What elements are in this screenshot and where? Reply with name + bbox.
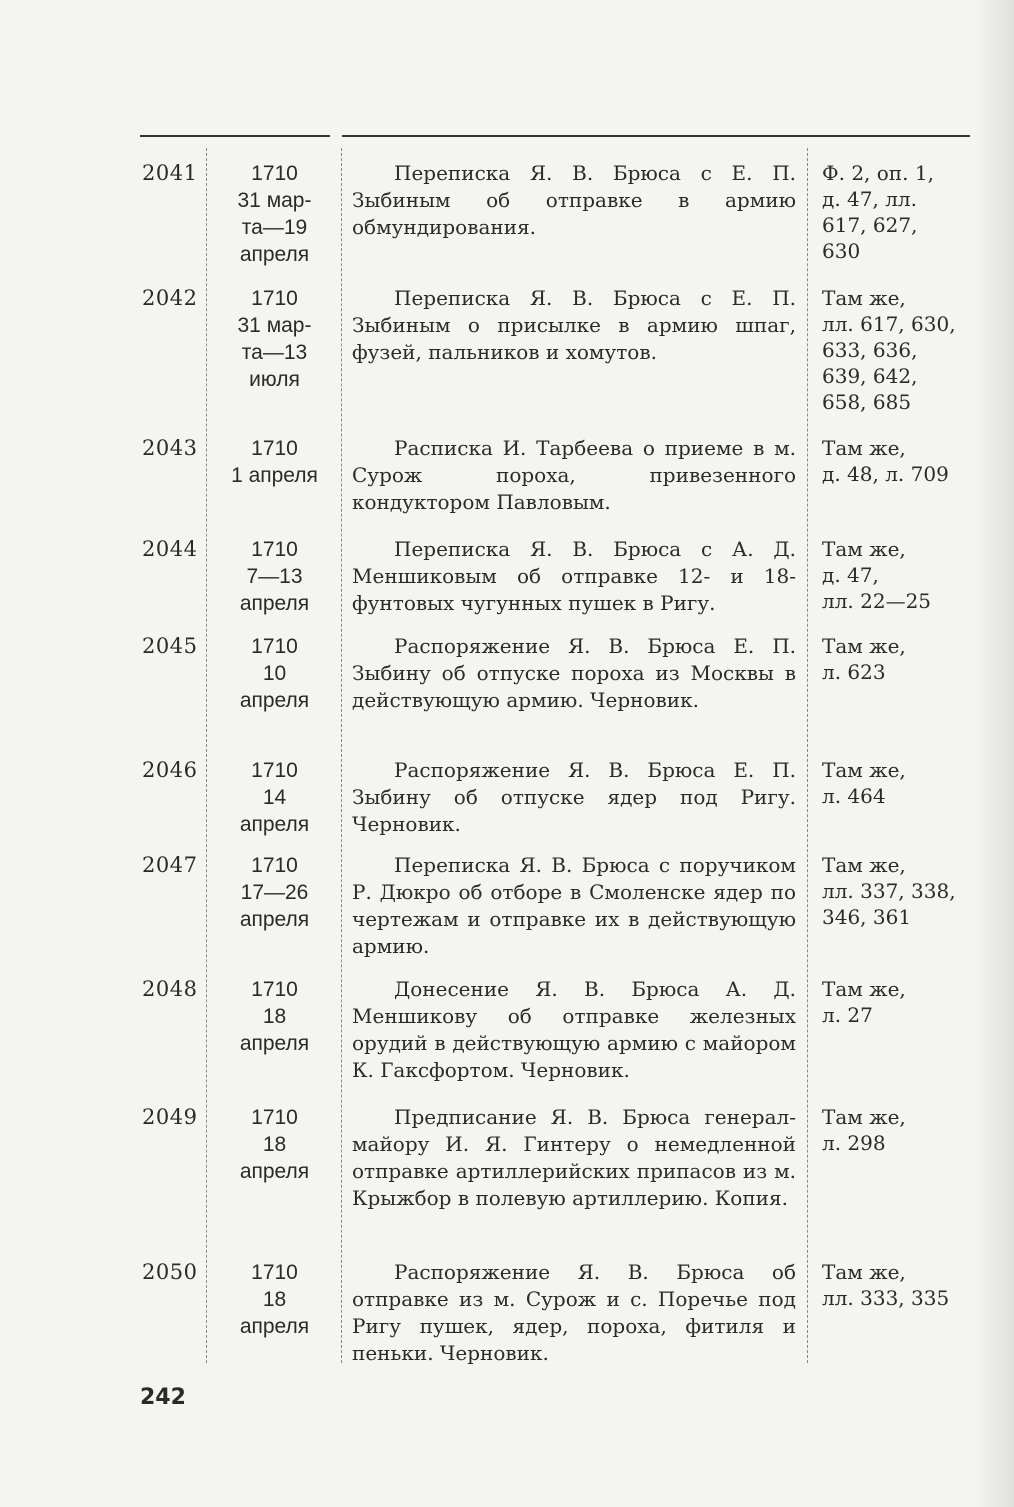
date-line: та—13 [241, 341, 308, 364]
entry-reference [822, 633, 972, 685]
reference-line: лл. 617, 630, [822, 312, 956, 336]
entry-number: 2047 [142, 853, 198, 877]
entry-number: 2045 [142, 634, 198, 658]
reference-line: Там же, [822, 436, 906, 460]
date-line: апреля [239, 1160, 310, 1183]
reference-line: лл. 337, 338, [822, 879, 956, 903]
entry-date [212, 757, 337, 838]
entry-date [212, 160, 337, 268]
reference-line: лл. 333, 335 [822, 1286, 950, 1310]
entry-number: 2042 [142, 286, 198, 310]
entry-number: 2050 [142, 1260, 198, 1284]
date-line: 10 [262, 662, 287, 685]
reference-line: л. 623 [822, 660, 886, 684]
date-line: 31 мар- [237, 189, 312, 212]
entry-reference [822, 1104, 972, 1156]
date-line: 1 апреля [231, 464, 318, 487]
entry-description: Донесение Я. В. Брюса А. Д. Меншикову об отправке железных орудий в действующую армию с майором К. Гаксфортом. Черновик. [352, 977, 796, 1082]
entry-reference [822, 976, 972, 1028]
entry-number: 2043 [142, 436, 198, 460]
reference-line: Там же, [822, 977, 906, 1001]
entry-reference [822, 160, 972, 264]
entry-reference [822, 536, 972, 614]
page-number: 242 [140, 1385, 186, 1410]
reference-line: д. 47, лл. [822, 187, 917, 211]
entry-reference [822, 435, 972, 487]
date-line: 1710 [251, 1261, 298, 1284]
reference-line: 630 [822, 239, 861, 263]
date-line: 1710 [251, 759, 298, 782]
entry-description: Распоряжение Я. В. Брюса об отправке из м. Сурож и с. Поречье под Ригу пушек, ядер, пороха, фитиля и пеньки. Черновик. [352, 1260, 796, 1365]
table-top-rule [140, 135, 330, 137]
entry-description: Переписка Я. В. Брюса с А. Д. Меншиковым об отправке 12- и 18-фунтовых чугунных пушек в Ригу. [352, 537, 796, 615]
reference-line: л. 298 [822, 1131, 886, 1155]
date-line: 1710 [251, 538, 298, 561]
date-line: 1710 [251, 287, 298, 310]
entry-reference [822, 852, 972, 930]
entry-date [212, 852, 337, 933]
reference-line: Там же, [822, 758, 906, 782]
date-line: 1710 [251, 437, 298, 460]
reference-line: Там же, [822, 853, 906, 877]
entry-number: 2048 [142, 977, 198, 1001]
column-divider [341, 148, 342, 1363]
entry-description: Расписка И. Тарбеева о приеме в м. Сурож пороха, привезенного кондуктором Павловым. [352, 436, 796, 514]
entry-reference [822, 285, 972, 415]
date-line: 1710 [251, 162, 298, 185]
reference-line: 346, 361 [822, 905, 912, 929]
page-edge-shadow [974, 0, 1014, 1507]
entry-description: Распоряжение Я. В. Брюса Е. П. Зыбину об отпуске пороха из Москвы в действующую армию. Черновик. [352, 634, 796, 712]
entry-description: Предписание Я. В. Брюса генерал-майору И. Я. Гинтеру о немедленной отправке артиллерийских припасов из м. Крыжбор в полевую артиллерию. Копия. [352, 1105, 796, 1210]
date-line: апреля [239, 1315, 310, 1338]
entry-description: Переписка Я. В. Брюса с Е. П. Зыбиным о присылке в армию шпаг, фузей, пальников и хомутов. [352, 286, 796, 364]
reference-line: 639, 642, [822, 364, 918, 388]
entry-description: Распоряжение Я. В. Брюса Е. П. Зыбину об отпуске ядер под Ригу. Черновик. [352, 758, 796, 836]
date-line: 18 [262, 1133, 287, 1156]
date-line: апреля [239, 592, 310, 615]
date-line: 1710 [251, 978, 298, 1001]
date-line: 17—26 [240, 881, 309, 904]
reference-line: л. 27 [822, 1003, 873, 1027]
reference-line: Там же, [822, 634, 906, 658]
reference-line: Там же, [822, 537, 906, 561]
date-line: 31 мар- [237, 314, 312, 337]
date-line: апреля [239, 1032, 310, 1055]
entry-date [212, 1104, 337, 1185]
reference-line: 617, 627, [822, 213, 918, 237]
date-line: 1710 [251, 854, 298, 877]
reference-line: Там же, [822, 1105, 906, 1129]
date-line: апреля [239, 813, 310, 836]
date-line: июля [249, 368, 300, 391]
entry-reference [822, 757, 972, 809]
reference-line: д. 48, л. 709 [822, 462, 949, 486]
entry-date [212, 1259, 337, 1340]
entry-number: 2046 [142, 758, 198, 782]
entry-number: 2049 [142, 1105, 198, 1129]
reference-line: лл. 22—25 [822, 589, 932, 613]
reference-line: д. 47, [822, 563, 879, 587]
date-line: 18 [262, 1288, 287, 1311]
entry-number: 2041 [142, 161, 198, 185]
date-line: апреля [239, 243, 310, 266]
date-line: 14 [262, 786, 287, 809]
column-divider [807, 148, 808, 1363]
reference-line: 658, 685 [822, 390, 912, 414]
date-line: та—19 [241, 216, 308, 239]
entry-date [212, 976, 337, 1057]
date-line: 18 [262, 1005, 287, 1028]
date-line: 1710 [251, 1106, 298, 1129]
entry-date [212, 285, 337, 393]
reference-line: л. 464 [822, 784, 886, 808]
entry-description: Переписка Я. В. Брюса с поручиком Р. Дюкро об отборе в Смоленске ядер по чертежам и отправке их в действующую армию. [352, 853, 796, 958]
reference-line: Там же, [822, 286, 906, 310]
entry-description: Переписка Я. В. Брюса с Е. П. Зыбиным об отправке в армию обмундирования. [352, 161, 796, 239]
column-divider [206, 148, 207, 1363]
date-line: апреля [239, 689, 310, 712]
entry-number: 2044 [142, 537, 198, 561]
entry-date [212, 435, 337, 489]
date-line: 1710 [251, 635, 298, 658]
reference-line: Ф. 2, оп. 1, [822, 161, 934, 185]
reference-line: 633, 636, [822, 338, 918, 362]
entry-date [212, 633, 337, 714]
date-line: 7—13 [246, 565, 303, 588]
reference-line: Там же, [822, 1260, 906, 1284]
table-top-rule [342, 135, 970, 137]
date-line: апреля [239, 908, 310, 931]
entry-date [212, 536, 337, 617]
entry-reference [822, 1259, 972, 1311]
